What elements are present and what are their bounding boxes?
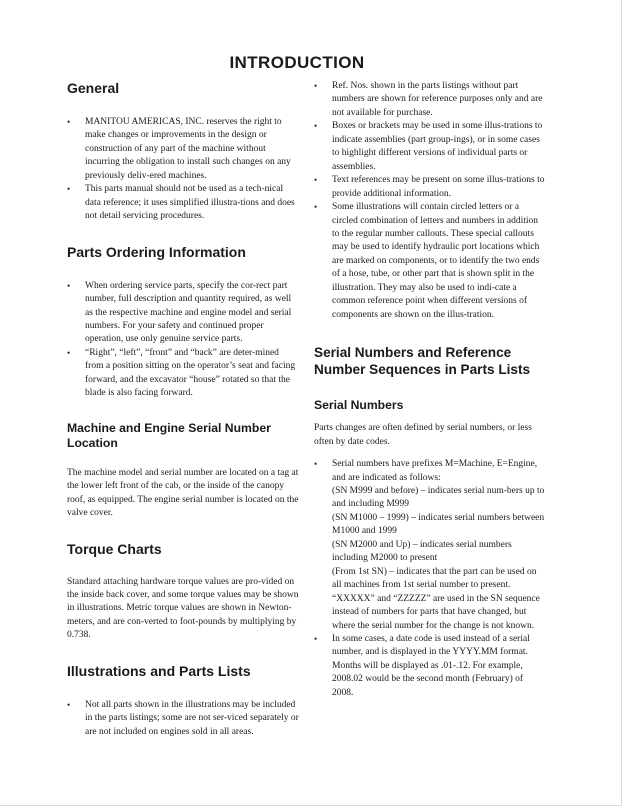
- list-item: • Ref. Nos. shown in the parts listings without part numbers are shown for reference purposes only and are not available for purchase.: [314, 80, 546, 120]
- list-item: • This parts manual should not be used as a tech-nical data reference; it uses simplified illustra-tions and does not detail servicing procedures.: [67, 183, 299, 223]
- section-serial-location: [67, 421, 299, 521]
- list-item: • In some cases, a date code is used instead of a serial number, and is displayed in the YYYY.MM format. Months will be displayed as .01-.12. For example, 2008.02 would be the second month (February) of 2008.: [314, 633, 546, 700]
- list-item: • Not all parts shown in the illustrations may be included in the parts listings; some are not ser-viced separately or are not included on engines sold in all areas.: [67, 699, 299, 739]
- heading-illustrations: Illustrations and Parts Lists: [67, 662, 251, 679]
- heading-serial-location: Machine and Engine Serial Number Location: [67, 420, 271, 450]
- serial-line: (From 1st SN) – indicates that the part can be used on all machines from 1st serial number to present.: [332, 566, 537, 591]
- serial-line: (SN M2000 and Up) – indicates serial numbers including M2000 to present: [332, 539, 512, 564]
- heading-serial-numbers: Serial Numbers: [314, 398, 404, 413]
- right-column: [314, 80, 546, 700]
- serial-location-text: The machine model and serial number are located on a tag at the lower left front of the cab, or the inside of the canopy roof, as equipped. The engine serial number is located on the valve cover.: [67, 467, 299, 519]
- list-item: • MANITOU AMERICAS, INC. reserves the right to make changes or improvements in the design or construction of any part of the machine without incurring the obligation to install such changes on any previously deliv-ered machines.: [67, 116, 299, 183]
- heading-serial-sequences: Serial Numbers and Reference Number Sequences in Parts Lists: [314, 345, 531, 378]
- section-torque: [67, 541, 299, 643]
- general-list: [67, 116, 299, 224]
- list-item: • When ordering service parts, specify the cor-rect part number, full description and quantity required, as well as the respective machine and engine model and serial numbers. For your safety and continued proper operation, use only genuine service parts.: [67, 280, 299, 347]
- torque-text: Standard attaching hardware torque values are pro-vided on the inside back cover, and some torque values may be shown in illustrations. Metric torque values are shown in Newton-meters, and are con-verted to foot-pounds by multiplying by 0.738.: [67, 576, 299, 641]
- parts-ordering-list: [67, 280, 299, 401]
- section-parts-ordering: [67, 244, 299, 401]
- list-item: • Text references may be present on some illus-trations to provide additional information.: [314, 174, 546, 201]
- serial-line: “XXXXX” and “ZZZZZ” are used in the SN sequence instead of numbers for parts that have changed, but where the serial number for the change is not known.: [332, 593, 540, 631]
- serial-numbers-intro: Parts changes are often defined by serial numbers, or less often by date codes.: [314, 423, 532, 447]
- serial-line: • Serial numbers have prefixes M=Machine, E=Engine, and are indicated as follows:: [332, 459, 538, 483]
- illustrations-list-continued: [314, 80, 546, 322]
- section-general: [67, 80, 299, 224]
- left-column: [67, 80, 299, 739]
- section-serial-sequences: [314, 344, 546, 700]
- heading-general: General: [67, 80, 120, 96]
- page-title: INTRODUCTION: [229, 53, 365, 72]
- list-item: [314, 458, 546, 633]
- list-item: • Boxes or brackets may be used in some illus-trations to indicate assemblies (part group-ings), or in some cases to highlight different versions of individual parts or assemblies.: [314, 120, 546, 174]
- heading-parts-ordering: Parts Ordering Information: [67, 243, 246, 260]
- list-item: • “Right”, “left”, “front” and “back” are deter-mined from a position sitting on the operator’s seat and facing forward, and the excavator “house” rotated so that the blade is also facing forward.: [67, 347, 299, 401]
- section-illustrations: [67, 663, 299, 739]
- serial-line: (SN M999 and before) – indicates serial num-bers up to and including M999: [332, 485, 545, 510]
- list-item: • Some illustrations will contain circled letters or a circled combination of letters and numbers in addition to the regular number callouts. These special callouts may be used to identify hydraulic port locations which are marked on components, or to identify the two ends of a hose, tube, or other part that is shown split in the illustration. They may also be used to indi-cate a common reference point when different versions of components are shown on the illus-tration.: [314, 201, 546, 322]
- serial-numbers-list: [314, 458, 546, 700]
- illustrations-list: [67, 699, 299, 739]
- serial-line: (SN M1000 – 1999) – indicates serial numbers between M1000 and 1999: [332, 512, 545, 537]
- heading-torque: Torque Charts: [67, 540, 162, 557]
